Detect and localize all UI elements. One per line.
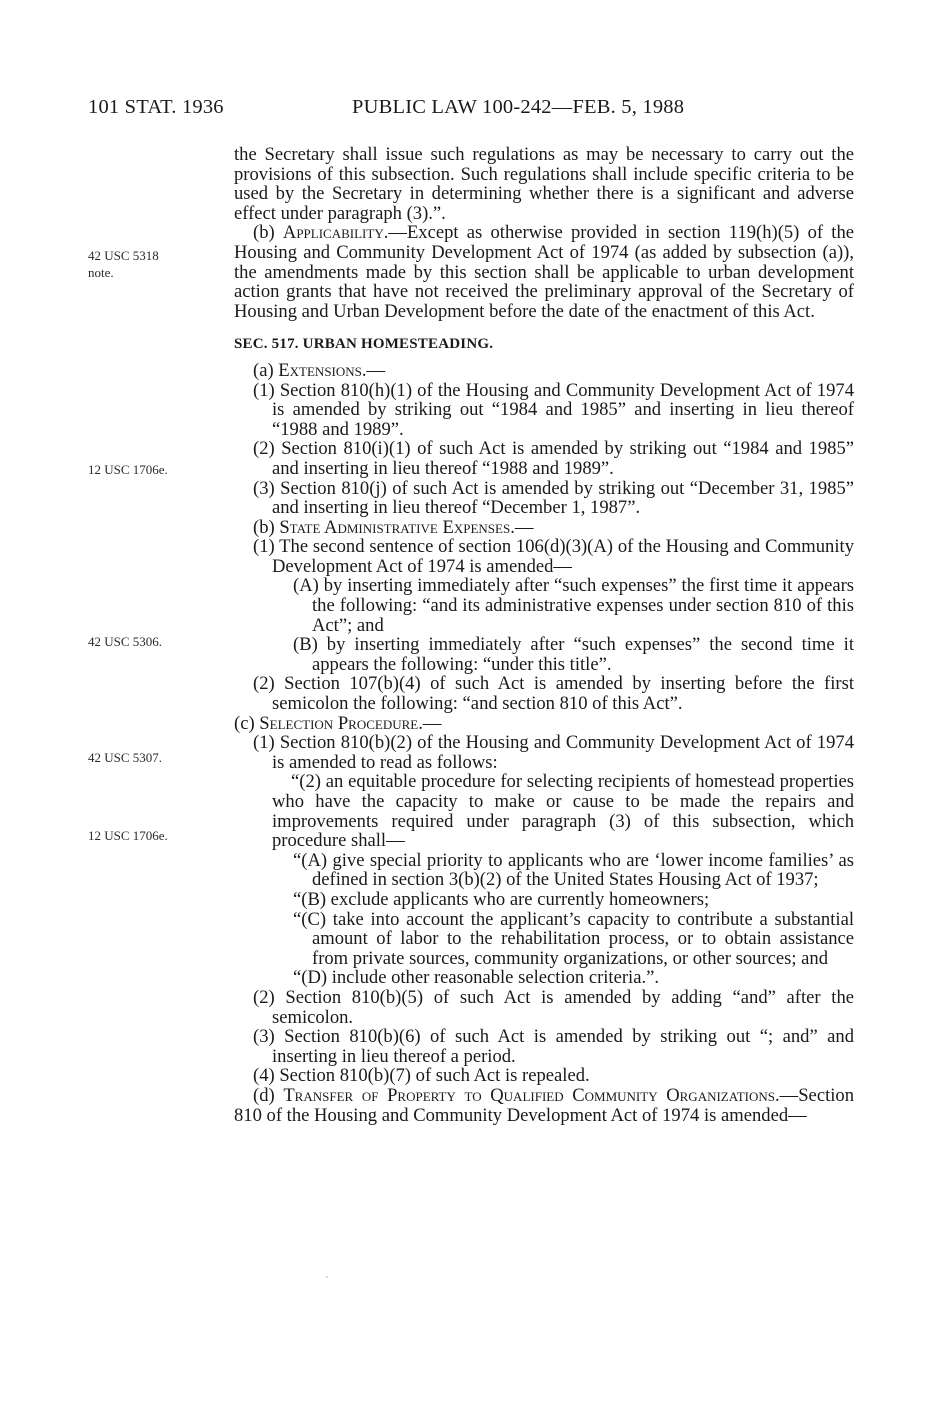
- paragraph-a-3: (3) Section 810(j) of such Act is amended by striking out “December 31, 1985” and inserting in lieu thereof “December 1, 1987”.: [253, 477, 854, 519]
- page-header: [88, 96, 844, 126]
- margin-note-line: 42 USC 5318: [88, 248, 159, 263]
- subsection-b-state-admin-expenses: [234, 518, 854, 538]
- margin-note-42-usc-5318: [88, 247, 218, 281]
- paragraph-c-3: (3) Section 810(b)(6) of such Act is amended by striking out “; and” and inserting in lieu thereof a period.: [253, 1026, 854, 1067]
- margin-note-42-usc-5307: 42 USC 5307.: [88, 750, 163, 765]
- subsection-caption: State Administrative Expenses.: [279, 516, 515, 538]
- subsection-label: (b): [253, 516, 280, 538]
- paragraph-c-2: (2) Section 810(b)(5) of such Act is amended by adding “and” after the semicolon.: [253, 986, 854, 1028]
- paragraph-a-1: (1) Section 810(h)(1) of the Housing and Community Development Act of 1974 is amended by striking out “1984 and 1985” and inserting in lieu thereof “1988 and 1989”.: [253, 379, 854, 440]
- subsection-dash: —: [514, 516, 534, 538]
- quoted-subparagraph-b: “(B) exclude applicants who are currently homeowners;: [293, 888, 710, 910]
- subsection-dash: —: [366, 359, 386, 381]
- margin-note-12-usc-1706e-second: 12 USC 1706e.: [88, 828, 168, 843]
- margin-note-12-usc-1706e: 12 USC 1706e.: [88, 462, 168, 477]
- subsection-label: (d): [253, 1084, 284, 1106]
- subsection-caption: Transfer of Property to Qualified Community Organizations.: [283, 1084, 780, 1106]
- subsection-b-applicability: [234, 223, 854, 321]
- subsection-label: (a): [253, 359, 279, 381]
- paragraph-c-1: (1) Section 810(b)(2) of the Housing and Community Development Act of 1974 is amended to read as follows:: [253, 732, 854, 773]
- subsection-caption: Applicability.: [282, 222, 389, 244]
- subsection-text: —Except as otherwise provided in section 119(h)(5) of the Housing and Community Development Act of 1974 (as added by subsection (a)), the amendments made by this section shall be applicable to urban development action grants that have not received the preliminary approval of the Secretary of Housing and Urban Development before the date of the enactment of this Act.: [234, 222, 854, 322]
- quoted-subparagraph-c: “(C) take into account the applicant’s capacity to contribute a substantial amount of labor to the rehabilitation process, or to obtain assistance from private sources, community organizations, or other sources; and: [293, 908, 854, 969]
- subparagraph-b-1-b: (B) by inserting immediately after “such expenses” the second time it appears the following: “under this title”.: [293, 634, 854, 675]
- margin-note-line: note.: [88, 265, 114, 280]
- subsection-c-selection-procedure: [234, 714, 854, 734]
- subparagraph-b-1-a: (A) by inserting immediately after “such expenses” the first time it appears the following: “and its administrative expenses under section 810 of this Act”; and: [293, 575, 854, 636]
- subsection-a-extensions: [234, 361, 854, 381]
- subsection-label: (c): [234, 712, 260, 734]
- paragraph-c-4: (4) Section 810(b)(7) of such Act is repealed.: [253, 1065, 590, 1087]
- quoted-subparagraph-a: “(A) give special priority to applicants who are ‘lower income families’ as defined in section 3(b)(2) of the United States Housing Act of 1937;: [293, 849, 854, 891]
- subsection-caption: Extensions.: [278, 359, 367, 381]
- subsection-label: (b): [253, 222, 283, 244]
- margin-note-42-usc-5306: 42 USC 5306.: [88, 634, 163, 649]
- quoted-subparagraph-d: “(D) include other reasonable selection criteria.”.: [293, 967, 660, 989]
- scan-speck: [326, 1276, 328, 1278]
- section-heading: SEC. 517. URBAN HOMESTEADING.: [234, 336, 494, 353]
- subsection-dash: —: [422, 712, 442, 734]
- paragraph-a-2: (2) Section 810(i)(1) of such Act is amended by striking out “1984 and 1985” and inserting in lieu thereof “1988 and 1989”.: [253, 438, 854, 479]
- statute-page-reference: 101 STAT. 1936: [88, 96, 224, 118]
- subsection-d-transfer-of-property: [234, 1086, 854, 1125]
- paragraph-continuation: the Secretary shall issue such regulations as may be necessary to carry out the provisions of this subsection. Such regulations shall include specific criteria to be used by the Secretary in determining whether there is a significant and adverse effect under paragraph (3).”.: [234, 144, 854, 224]
- quoted-paragraph-2: “(2) an equitable procedure for selecting recipients of homestead properties who have the capacity to make or cause to be made the repairs and improvements required under paragraph (3) of this subsection, which procedure shall—: [272, 771, 854, 852]
- paragraph-b-2: (2) Section 107(b)(4) of such Act is amended by inserting before the first semicolon the following: “and section 810 of this Act”.: [253, 673, 854, 715]
- subsection-text: —Section 810 of the Housing and Community Development Act of 1974 is amended—: [234, 1084, 854, 1126]
- subsection-caption: Selection Procedure.: [259, 712, 423, 734]
- public-law-title: PUBLIC LAW 100-242—FEB. 5, 1988: [352, 96, 685, 118]
- paragraph-b-1: (1) The second sentence of section 106(d)(3)(A) of the Housing and Community Development Act of 1974 is amended—: [253, 536, 854, 577]
- document-body: [234, 145, 854, 1125]
